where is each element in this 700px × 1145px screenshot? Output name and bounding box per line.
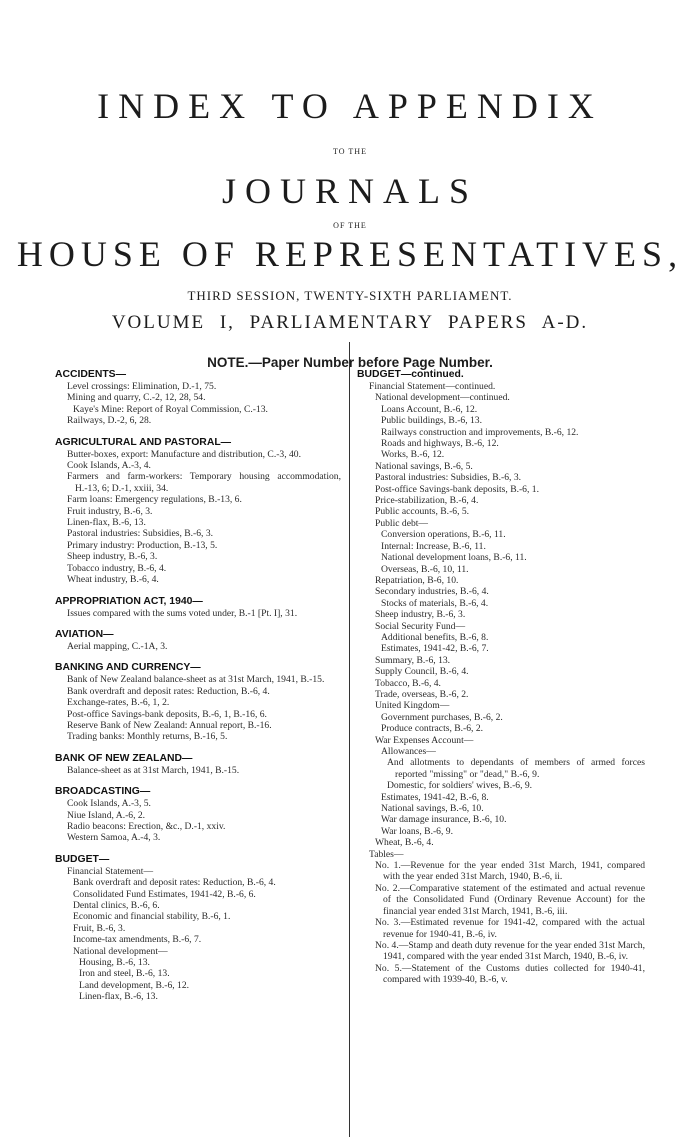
index-entry: Western Samoa, A.-4, 3. <box>67 832 161 844</box>
index-entry: Wheat industry, B.-6, 4. <box>67 574 159 586</box>
index-entry: National development loans, B.-6, 11. <box>381 552 527 564</box>
index-entry: Fruit industry, B.-6, 3. <box>67 505 153 517</box>
index-entry: No. 3.—Estimated revenue for 1941-42, compared with the actual revenue for 1940-41, B.-6, iv. <box>375 917 645 940</box>
title-volume: VOLUME I, PARLIAMENTARY PAPERS A-D. <box>111 312 589 333</box>
index-entry: Mining and quarry, C.-2, 12, 28, 54. <box>67 392 206 404</box>
index-entry: Social Security Fund— <box>375 620 466 632</box>
index-entry: Estimates, 1941-42, B.-6, 7. <box>381 643 489 655</box>
index-entry: Overseas, B.-6, 10, 11. <box>381 563 469 575</box>
index-entry: Sheep industry, B.-6, 3. <box>67 551 158 563</box>
title-house-of-representatives: HOUSE OF REPRESENTATIVES, <box>16 234 684 274</box>
index-entry: Housing, B.-6, 13. <box>79 957 150 969</box>
index-entry: Level crossings: Elimination, D.-1, 75. <box>67 381 217 392</box>
index-entry: War damage insurance, B.-6, 10. <box>381 814 507 826</box>
index-entry: Conversion operations, B.-6, 11. <box>381 529 506 541</box>
index-entry: Tobacco industry, B.-6, 4. <box>67 562 167 574</box>
index-entry: No. 5.—Statement of the Customs duties collected for 1940-41, compared with 1939-40, B.-6, v. <box>375 962 645 986</box>
index-entry: Public accounts, B.-6, 5. <box>375 506 470 518</box>
index-entry: Farmers and farm-workers: Temporary housing accommodation, H.-13, 6; D.-1, xxiii, 34. <box>67 471 341 494</box>
title-note: NOTE.—Paper Number before Page Number. <box>207 355 493 370</box>
index-heading: AVIATION— <box>55 628 114 640</box>
index-entry: Kaye's Mine: Report of Royal Commission, C.-13. <box>73 403 268 415</box>
index-entry: Niue Island, A.-6, 2. <box>67 809 146 821</box>
right-column <box>357 369 645 986</box>
index-entry: Secondary industries, B.-6, 4. <box>375 586 489 598</box>
index-entry: National development— <box>73 945 168 957</box>
index-entry: No. 4.—Stamp and death duty revenue for the year ended 31st March, 1941, compared with the year ended 31st March, 1940, B.-6, iv. <box>375 939 645 963</box>
index-heading: BROADCASTING— <box>55 786 151 798</box>
index-heading: AGRICULTURAL AND PASTORAL— <box>55 436 232 448</box>
index-heading: BUDGET—continued. <box>357 369 464 380</box>
index-entry: Exchange-rates, B.-6, 1, 2. <box>67 697 170 709</box>
index-entry: Economic and financial stability, B.-6, 1. <box>73 911 231 923</box>
index-entry: Post-office Savings-bank deposits, B.-6, 1, B.-16, 6. <box>67 708 267 720</box>
column-divider <box>349 342 350 1137</box>
index-entry: Internal: Increase, B.-6, 11. <box>381 540 486 552</box>
index-heading: ACCIDENTS— <box>55 369 127 380</box>
index-heading: BANKING AND CURRENCY— <box>55 662 201 674</box>
index-entry: Iron and steel, B.-6, 13. <box>79 968 170 980</box>
index-entry: Dental clinics, B.-6, 6. <box>73 900 160 911</box>
index-entry: Domestic, for soldiers' wives, B.-6, 9. <box>387 780 533 792</box>
title-index-to-appendix: INDEX TO APPENDIX <box>97 86 603 126</box>
index-entry: Income-tax amendments, B.-6, 7. <box>73 934 202 946</box>
index-entry: Tables— <box>369 848 404 860</box>
index-entry: Radio beacons: Erection, &c., D.-1, xxiv. <box>67 820 226 832</box>
index-entry: War Expenses Account— <box>375 734 474 746</box>
index-entry: Trade, overseas, B.-6, 2. <box>375 688 469 700</box>
title-of-the: OF THE <box>333 221 367 230</box>
index-entry: Cook Islands, A.-3, 5. <box>67 798 151 810</box>
index-entry: Wheat, B.-6, 4. <box>375 837 434 849</box>
index-entry: Trading banks: Monthly returns, B.-16, 5. <box>67 731 228 743</box>
index-entry: Public debt— <box>375 517 429 529</box>
index-entry: Land development, B.-6, 12. <box>79 979 190 991</box>
index-entry: Works, B.-6, 12. <box>381 449 445 461</box>
index-heading: BANK OF NEW ZEALAND— <box>55 752 193 764</box>
index-entry: Fruit, B.-6, 3. <box>73 922 126 934</box>
index-entry: Bank overdraft and deposit rates: Reduction, B.-6, 4. <box>67 685 270 697</box>
index-entry: Government purchases, B.-6, 2. <box>381 711 503 723</box>
index-entry: Railways construction and improvements, B.-6, 12. <box>381 426 579 438</box>
index-entry: Linen-flax, B.-6, 13. <box>67 517 146 529</box>
index-entry: Loans Account, B.-6, 12. <box>381 403 478 415</box>
index-entry: Butter-boxes, export: Manufacture and distribution, C.-3, 40. <box>67 448 302 460</box>
index-entry: No. 1.—Revenue for the year ended 31st March, 1941, compared with the year ended 31st March, 1940, B.-6, ii. <box>375 860 645 883</box>
index-entry: Price-stabilization, B.-6, 4. <box>375 495 479 507</box>
index-entry: United Kingdom— <box>375 700 450 712</box>
title-session: THIRD SESSION, TWENTY-SIXTH PARLIAMENT. <box>187 288 513 303</box>
index-entry: Railways, D.-2, 6, 28. <box>67 415 152 427</box>
index-entry: Repatriation, B-6, 10. <box>375 574 459 586</box>
index-entry: Linen-flax, B.-6, 13. <box>79 991 158 1003</box>
index-entry: Public buildings, B.-6, 13. <box>381 415 483 427</box>
index-entry: Tobacco, B.-6, 4. <box>375 677 441 689</box>
index-entry: National savings, B.-6, 5. <box>375 460 473 472</box>
index-entry: Post-office Savings-bank deposits, B.-6, 1. <box>375 483 539 495</box>
index-entry: National development—continued. <box>375 392 510 404</box>
index-entry: Financial Statement— <box>67 865 154 877</box>
index-entry: Estimates, 1941-42, B.-6, 8. <box>381 791 489 803</box>
index-entry: Stocks of materials, B.-6, 4. <box>381 597 489 609</box>
index-heading: BUDGET— <box>55 853 110 865</box>
index-entry: Aerial mapping, C.-1A, 3. <box>67 640 168 652</box>
index-entry: Issues compared with the sums voted under, B.-1 [Pt. I], 31. <box>67 607 298 619</box>
index-heading: APPROPRIATION ACT, 1940— <box>55 595 203 607</box>
index-entry: Balance-sheet as at 31st March, 1941, B.-15. <box>67 764 240 776</box>
index-entry: Reserve Bank of New Zealand: Annual report, B.-16. <box>67 719 272 731</box>
index-entry: Produce contracts, B.-6, 2. <box>381 723 484 735</box>
index-entry: Primary industry: Production, B.-13, 5. <box>67 539 218 551</box>
index-entry: Roads and highways, B.-6, 12. <box>381 438 499 450</box>
index-entry: Bank overdraft and deposit rates: Reduction, B.-6, 4. <box>73 877 276 889</box>
title-journals: JOURNALS <box>221 171 479 211</box>
title-to-the: TO THE <box>333 147 367 156</box>
index-entry: War loans, B.-6, 9. <box>381 825 453 837</box>
index-entry: Pastoral industries: Subsidies, B.-6, 3. <box>67 528 214 540</box>
index-entry: Additional benefits, B.-6, 8. <box>381 631 489 643</box>
index-entry: Pastoral industries: Subsidies, B.-6, 3. <box>375 472 522 484</box>
index-entry: Consolidated Fund Estimates, 1941-42, B.-6, 6. <box>73 888 256 900</box>
index-entry: Summary, B.-6, 13. <box>375 654 451 666</box>
index-entry: No. 2.—Comparative statement of the estimated and actual revenue of the Consolidated Fund (Ordinary Revenue Account) for the financial year ended 31st March, 1941, B.-6, iii. <box>375 882 645 917</box>
index-entry: Allowances— <box>381 746 436 757</box>
index-entry: Sheep industry, B.-6, 3. <box>375 609 466 621</box>
left-column <box>55 369 341 1003</box>
index-entry: Financial Statement—continued. <box>369 381 496 392</box>
index-entry: Cook Islands, A.-3, 4. <box>67 460 151 472</box>
index-entry: Farm loans: Emergency regulations, B.-13, 6. <box>67 494 242 506</box>
index-entry: National savings, B.-6, 10. <box>381 803 484 815</box>
index-entry: Supply Council, B.-6, 4. <box>375 666 469 678</box>
index-entry: Bank of New Zealand balance-sheet as at 31st March, 1941, B.-15. <box>67 674 325 686</box>
index-entry: And allotments to dependants of members of armed forces reported "missing" or "dead," B.-6, 9. <box>387 757 645 780</box>
